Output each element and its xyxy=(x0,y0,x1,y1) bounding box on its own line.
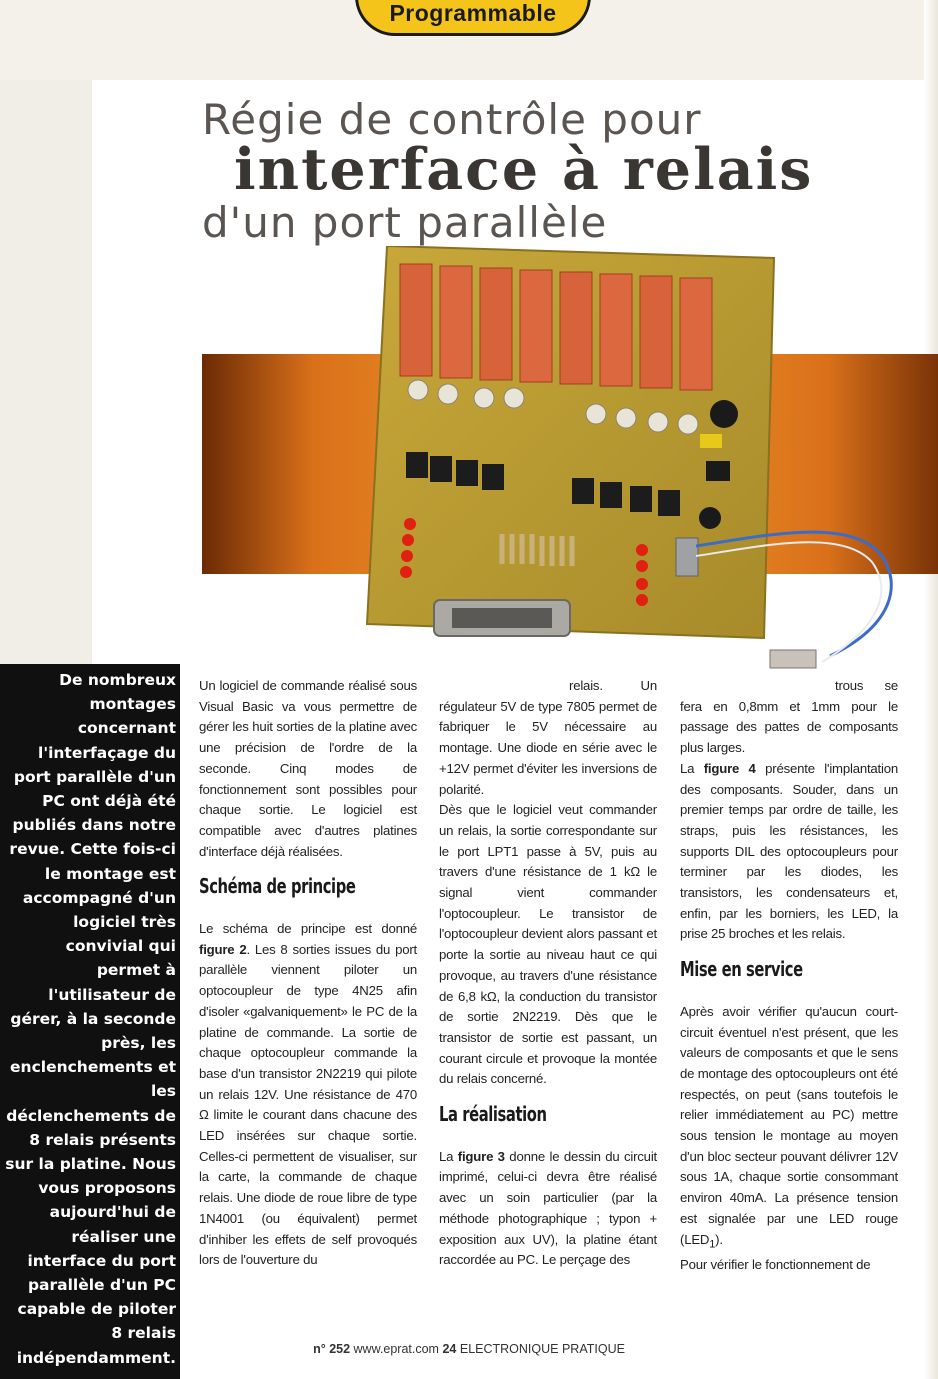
db25-connector xyxy=(434,600,570,636)
column-3 xyxy=(680,676,898,1276)
col1-p2-start: Le schéma de principe est donné xyxy=(199,921,417,937)
col2-p3-rest: donne le dessin du circuit imprimé, celui-ci devra être réalisé avec un soin particulier (par la méthode photographique ; typon + exposition aux UV), la platine étant raccordée au PC. Le perçage des xyxy=(439,1148,658,1268)
issue-prefix: n° xyxy=(313,1342,326,1356)
col3-p2-rest: présente l'implantation des composants. Souder, dans un premier temps par ordre de taille, les straps, puis les résistances, les supports DIL des optocoupleurs pour terminer par les diodes, les transistors, les condensateurs et, enfin, par les borniers, les LED, la prise 25 broches et les relais. xyxy=(680,760,899,942)
col3-paragraph-3 xyxy=(680,1002,898,1255)
col2-paragraph-3 xyxy=(439,1147,657,1271)
website-link[interactable]: www.eprat.com xyxy=(353,1342,439,1356)
column-2 xyxy=(439,676,657,1271)
col2-p3-start: La xyxy=(439,1148,458,1164)
col3-p2-start: La xyxy=(680,760,704,776)
page-footer xyxy=(0,1342,938,1356)
terminal-block xyxy=(676,538,698,576)
title-line-3: d'un port parallèle xyxy=(202,198,608,247)
figure-2-ref: figure 2 xyxy=(199,941,247,957)
col3-paragraph-2 xyxy=(680,759,898,945)
col2-paragraph-1: relais. Un régulateur 5V de type 7805 permet de fabriquer le 5V nécessaire au montage. Une diode en série avec le +12V permet d'éviter les inversions de polarité. xyxy=(439,678,657,797)
page-edge xyxy=(924,0,938,1379)
heading-realisation: La réalisation xyxy=(439,1102,547,1127)
title-line-2: interface à relais xyxy=(234,136,814,203)
title-line-1: Régie de contrôle pour xyxy=(202,95,702,144)
issue-number: 252 xyxy=(329,1342,351,1356)
section-badge xyxy=(355,0,591,36)
section-badge-label: Programmable xyxy=(389,0,557,26)
figure-3-ref: figure 3 xyxy=(457,1148,505,1164)
col1-paragraph-1: Un logiciel de commande réalisé sous Visual Basic va vous permettre de gérer les huit sorties de la platine avec une précision de l'ordre de la seconde. Cinq modes de fonctionnement sont possibles pour chaque sortie. Le logiciel est compatible avec d'autres platines d'interface déjà réalisées. xyxy=(199,678,417,859)
led-subscript: 1 xyxy=(709,1238,716,1251)
column-1 xyxy=(199,676,417,1271)
power-jack xyxy=(770,650,816,668)
col3-p3-end: ). xyxy=(715,1231,723,1247)
left-gutter xyxy=(0,80,92,680)
heading-schema: Schéma de principe xyxy=(199,874,356,899)
col3-paragraph-1: trous se fera en 0,8mm et 1mm pour le passage des pattes de composants plus larges. xyxy=(680,678,898,756)
heading-mise-en-service: Mise en service xyxy=(680,957,803,982)
figure-4-ref: figure 4 xyxy=(703,760,756,776)
col1-p2-rest: . Les 8 sorties issues du port parallèle viennent piloter un optocoupleur de type 4N25 afin d'isoler «galvaniquement» le PC de la platine de commande. La sortie de chaque optocoupleur commande la base d'un transistor 2N2219 qui pilote un relais 12V. Une résistance de 470 Ω limite le courant dans chacune des LED insérées sur chaque sortie. Celles-ci permettent de visualiser, sur la carte, la commande de chaque relais. Une diode de roue libre de type 1N4001 (ou équivalent) permet d'inhiber les effets de self provoqués lors de l'ouverture du xyxy=(199,941,418,1268)
magazine-name: ELECTRONIQUE PRATIQUE xyxy=(459,1342,625,1356)
col3-paragraph-4: Pour vérifier le fonctionnement de xyxy=(680,1256,871,1272)
intro-text: De nombreux montages concernant l'interfaçage du port parallèle d'un PC ont déjà été publiés dans notre revue. Cette fois-ci le montage est accompagné d'un logiciel très convivial qui permet à l'utilisateur de gérer, à la seconde près, les enclenchements et les déclenchements de 8 relais présents sur la platine. Nous vous proposons aujourd'hui de réaliser une interface du port parallèle d'un PC capable de piloter 8 relais indépendamment. xyxy=(5,671,176,1367)
circuit-board-photo xyxy=(202,246,938,686)
col3-p3-text: Après avoir vérifier qu'aucun court-circuit éventuel n'est présent, que les valeurs de composants et que le sens de montage des optocoupleurs ont été respectés, on peut (sans toutefois le relier immédiatement au PC) mettre sous tension le montage au moyen d'un bloc secteur pouvant délivrer 12V sous 1A, chaque sortie consommant environ 40mA. La présence tension est signalée par une LED rouge (LED xyxy=(680,1003,898,1247)
col2-paragraph-2: Dès que le logiciel veut commander un relais, la sortie correspondante sur le port LPT1 passe à 5V, puis au travers d'une résistance de 1 kΩ le signal vient commander l'optocoupleur. Le transistor de l'optocoupleur devient alors passant et porte la sortie au niveau haut ce qui provoque, au travers d'une résistance de 6,8 kΩ, la conduction du transistor de sortie 2N2219. Dès que le transistor de sortie est passant, un courant circule et provoque la montée du relais concerné. xyxy=(439,802,657,1087)
page-number: 24 xyxy=(442,1342,457,1356)
col1-paragraph-2 xyxy=(199,919,417,1271)
